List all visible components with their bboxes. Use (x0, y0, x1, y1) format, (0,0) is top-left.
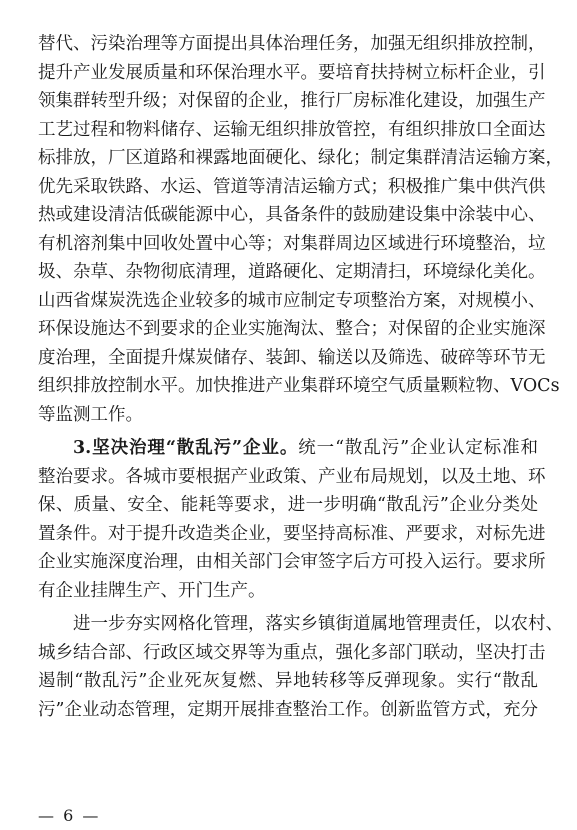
document-body (38, 30, 563, 724)
text-line: 环保设施达不到要求的企业实施淘汰、整合；对保留的企业实施深 (38, 319, 546, 339)
text-line: 圾、杂草、杂物彻底清理，道路硬化、定期清扫，环境绿化美化。 (38, 262, 546, 282)
text-line: 整治要求。各城市要根据产业政策、产业布局规划，以及土地、环 (38, 466, 546, 487)
text-line: 置条件。对于提升改造类企业，要坚持高标准、严要求，对标先进 (38, 523, 546, 544)
text-line-first: 进一步夯实网格化管理，落实乡镇街道属地管理责任，以农村、 (73, 614, 563, 634)
text-line: 替代、污染治理等方面提出具体治理任务，加强无组织排放控制， (38, 34, 546, 54)
text-line: 城乡结合部、行政区域交界等为重点，强化多部门联动，坚决打击 (38, 642, 546, 663)
text-line: 遏制“散乱污”企业死灰复燃、异地转移等反弹现象。实行“散乱 (38, 671, 538, 691)
text-line: 等监测工作。 (38, 404, 143, 425)
heading-rest-text: 统一“散乱污”企业认定标准和 (298, 438, 538, 458)
text-line: 度治理，全面提升煤炭储存、装卸、输送以及筛选、破碎等环节无 (38, 347, 546, 368)
text-line: 有企业挂牌生产、开门生产。 (38, 580, 266, 601)
text-line: 有机溶剂集中回收处置中心等；对集群周边区域进行环境整治，垃 (38, 233, 546, 254)
text-line: 优先采取铁路、水运、管道等清洁运输方式；积极推广集中供汽供 (38, 176, 546, 197)
text-line: 污”企业动态管理，定期开展排查整治工作。创新监管方式，充分 (38, 699, 538, 720)
paragraph-3 (38, 610, 563, 724)
paragraph-1 (38, 30, 563, 429)
text-line: 领集群转型升级；对保留的企业，推行厂房标准化建设，加强生产 (38, 91, 546, 111)
section-heading: 3.坚决治理“散乱污”企业。 (73, 438, 299, 458)
paragraph-2 (38, 434, 546, 605)
text-line: 热或建设清洁低碳能源中心，具备条件的鼓励建设集中涂装中心、 (38, 205, 546, 225)
text-line: 提升产业发展质量和环保治理水平。要培育扶持树立标杆企业，引 (38, 62, 546, 83)
text-line: 山西省煤炭洗选企业较多的城市应制定专项整治方案，对规模小、 (38, 290, 546, 311)
text-line: 企业实施深度治理，由相关部门会审签字后方可投入运行。要求所 (38, 552, 546, 572)
text-line: 组织排放控制水平。加快推进产业集群环境空气质量颗粒物、VOCs (38, 376, 560, 396)
text-line: 标排放，厂区道路和裸露地面硬化、绿化；制定集群清洁运输方案， (38, 148, 563, 168)
page-number: — 6 — (38, 806, 101, 825)
text-line: 工艺过程和物料储存、运输无组织排放管控，有组织排放口全面达 (38, 119, 546, 140)
text-line-first (38, 434, 538, 463)
text-line: 保、质量、安全、能耗等要求，进一步明确“散乱污”企业分类处 (38, 495, 538, 515)
